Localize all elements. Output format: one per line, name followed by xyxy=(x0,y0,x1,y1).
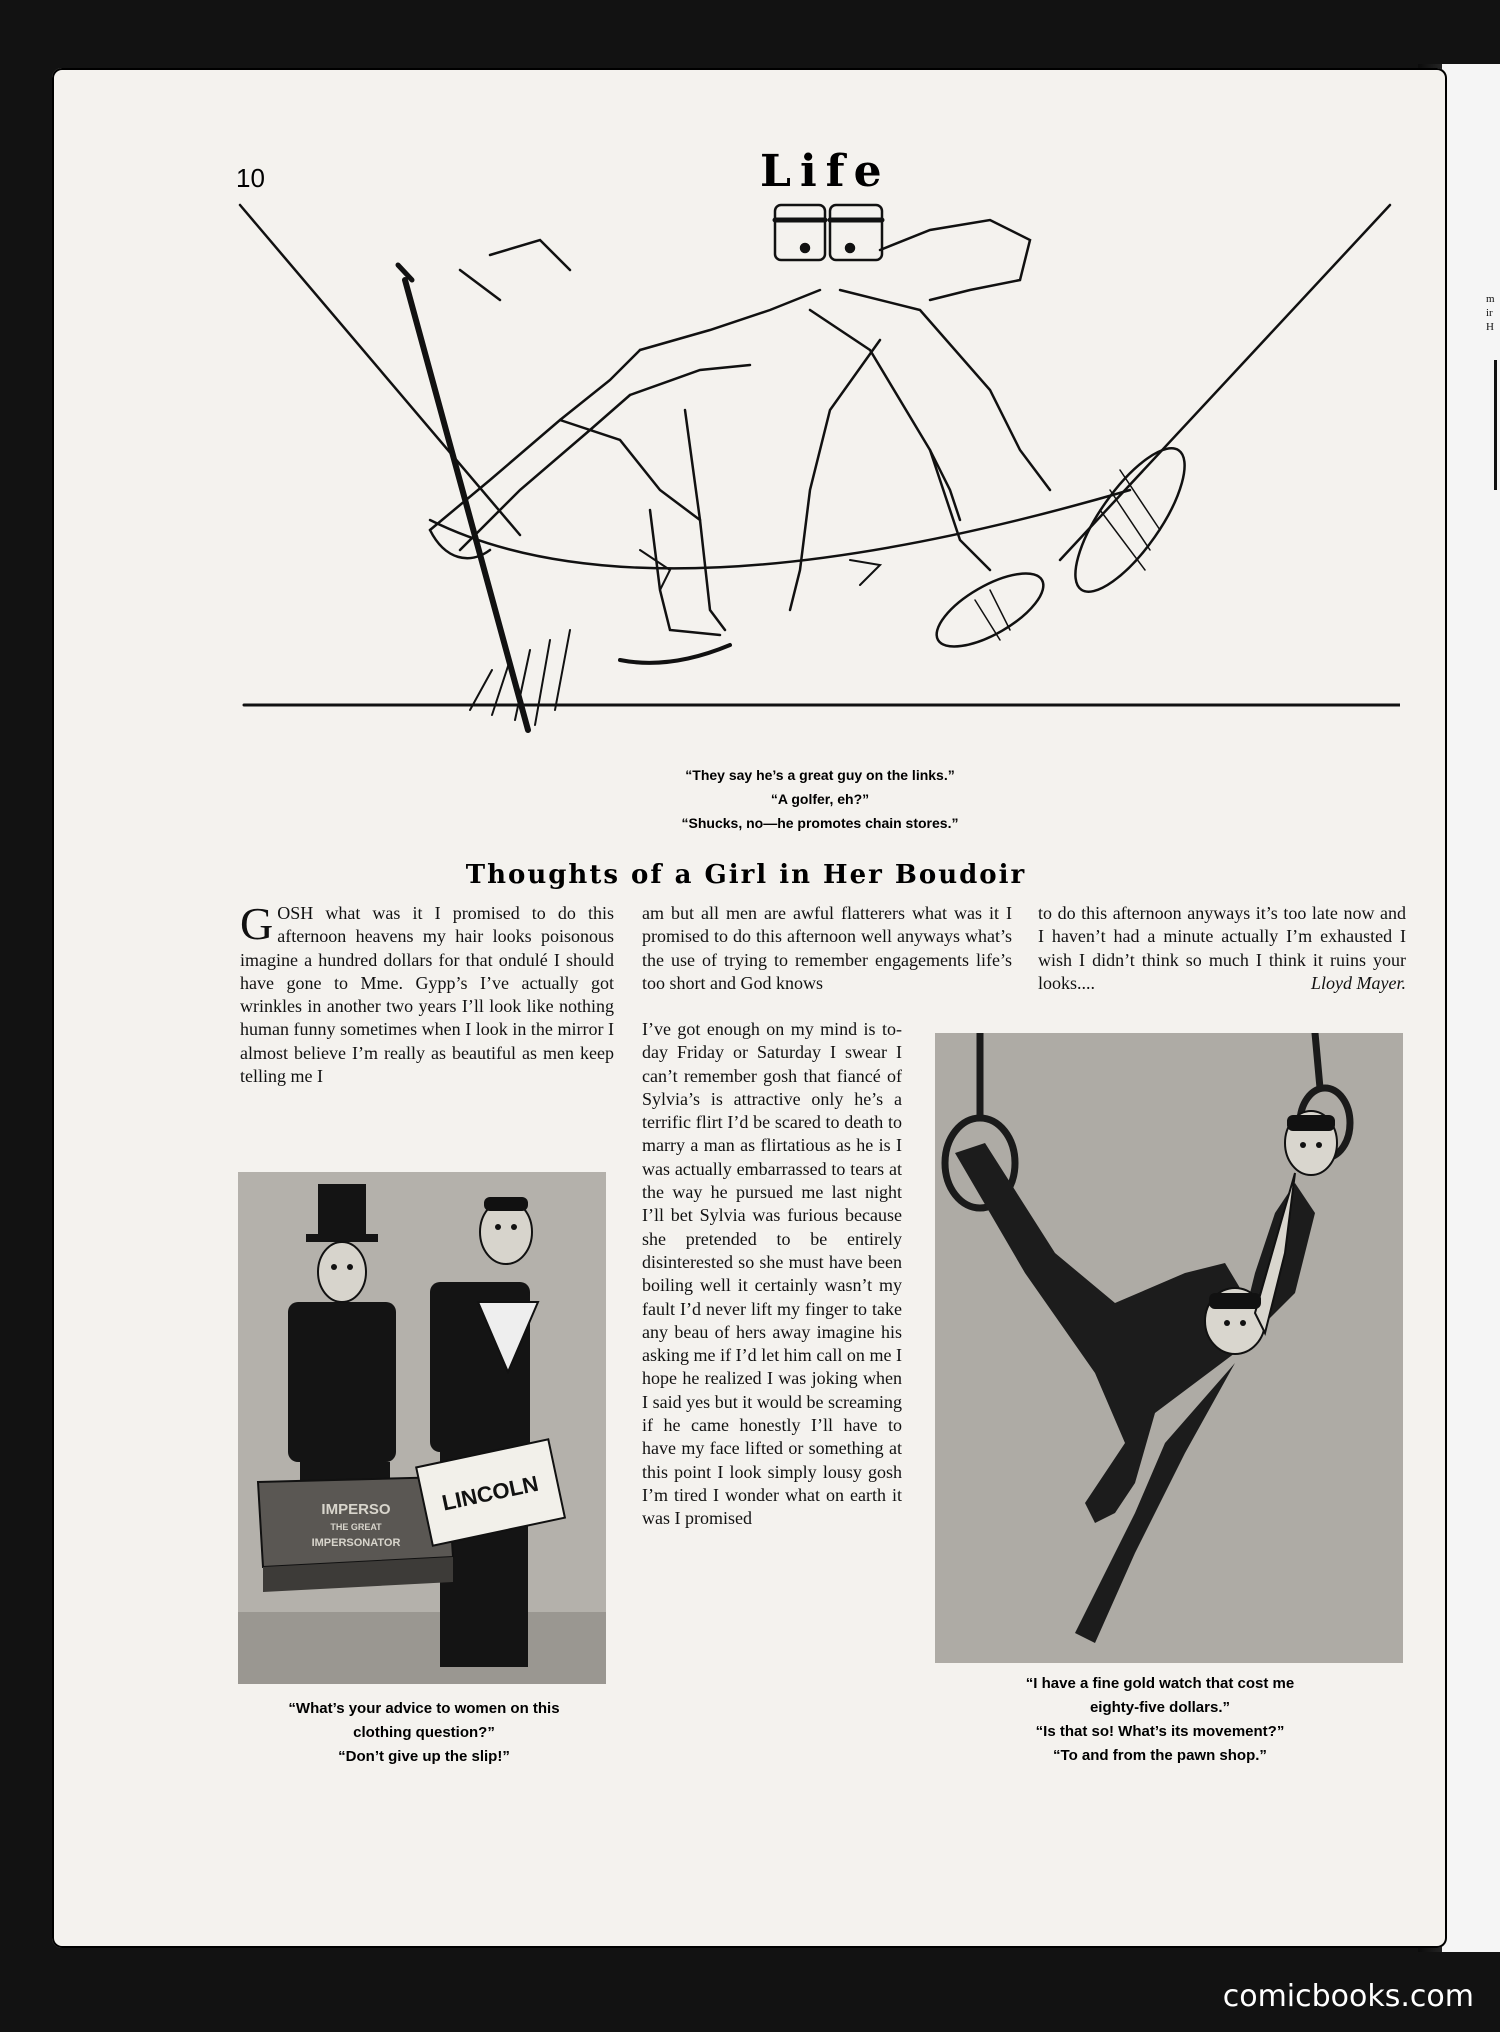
column-3-text: to do this afternoon anyways it’s too late now and I haven’t had a minute actually I’m exhausted I wish I didn’t think so much I think it ruins your looks.... xyxy=(1038,903,1406,993)
facing-page-edge xyxy=(1442,64,1500,1952)
sign-text: LINCOLN xyxy=(439,1470,541,1516)
facing-page-text: m ir H xyxy=(1486,293,1495,333)
article-title: Thoughts of a Girl in Her Boudoir xyxy=(465,860,1027,890)
article-column-2-narrow xyxy=(642,1018,902,1531)
page-number: 10 xyxy=(236,163,265,193)
article-column-3 xyxy=(1038,902,1406,995)
banner-text-line: IMPERSO xyxy=(321,1501,391,1518)
top-cartoon-caption xyxy=(560,763,1080,835)
caption-line: “A golfer, eh?” xyxy=(770,791,870,807)
masthead-logo: Life xyxy=(760,146,891,197)
author-signature: Lloyd Mayer. xyxy=(1311,972,1406,993)
caption-line: “I have a fine gold watch that cost me xyxy=(1025,1675,1295,1692)
left-cartoon-caption xyxy=(232,1697,616,1769)
column-1-text: OSH what was it I promised to do this afternoon heavens my hair looks poisonous imagine a hundred dollars for that ondulé I should have gone to Mme. Gypp’s I’ve actually got wrinkles in another two years I’ll look like nothing human funny sometimes when I look in the mirror I almost believe I’m really as beautiful as men keep telling me I xyxy=(240,903,614,1087)
site-watermark: comicbooks.com xyxy=(1222,1979,1474,2014)
trapeze-cartoon xyxy=(935,1033,1403,1663)
caption-line: “Shucks, no—he promotes chain stores.” xyxy=(681,815,959,831)
caption-line: “Don’t give up the slip!” xyxy=(338,1748,510,1765)
column-2-narrow-text: I’ve got enough on my mind is to-day Friday or Saturday I swear I can’t remember gosh that fiancé of Sylvia’s is attractive only he’s a terrific flirt I’d be scared to death to marry a man as flirtatious as he is I was actually embarrassed to tears at the way he pursued me last night I’ll bet Sylvia was furious because she pretended to be entirely disinterested so she must have been boiling well it certainly wasn’t my fault I’d never lift my finger to take any beau of hers away imagine his asking me if I’d let him call on me I hope he realized I was joking when I said yes but it would be screaming if he came honestly I’ll have to have my face lifted or something at this point I look simply lousy gosh I’m tired I wonder what on earth it was I promised xyxy=(642,1019,902,1529)
caption-line: clothing question?” xyxy=(353,1724,495,1741)
caption-line: “They say he’s a great guy on the links.” xyxy=(685,767,955,783)
banner-text-line: THE GREAT xyxy=(330,1522,382,1532)
impersonator-cartoon xyxy=(238,1172,606,1684)
facing-page-rule xyxy=(1494,360,1497,490)
right-cartoon-caption xyxy=(930,1672,1390,1768)
tightrope-cartoon xyxy=(230,190,1400,760)
caption-line: “To and from the pawn shop.” xyxy=(1053,1747,1267,1764)
caption-line: “Is that so! What’s its movement?” xyxy=(1035,1723,1285,1740)
drop-cap: G xyxy=(240,898,274,949)
caption-line: eighty-five dollars.” xyxy=(1089,1699,1231,1716)
article-column-2-top xyxy=(642,902,1012,995)
caption-line: “What’s your advice to women on this xyxy=(288,1700,560,1717)
banner-text-line: IMPERSONATOR xyxy=(311,1537,401,1549)
article-column-1 xyxy=(240,898,614,1088)
column-2-top-text: am but all men are awful flatterers what was it I promised to do this afternoon well anyways what’s the use of trying to remember engagements life’s too short and God knows xyxy=(642,903,1012,993)
